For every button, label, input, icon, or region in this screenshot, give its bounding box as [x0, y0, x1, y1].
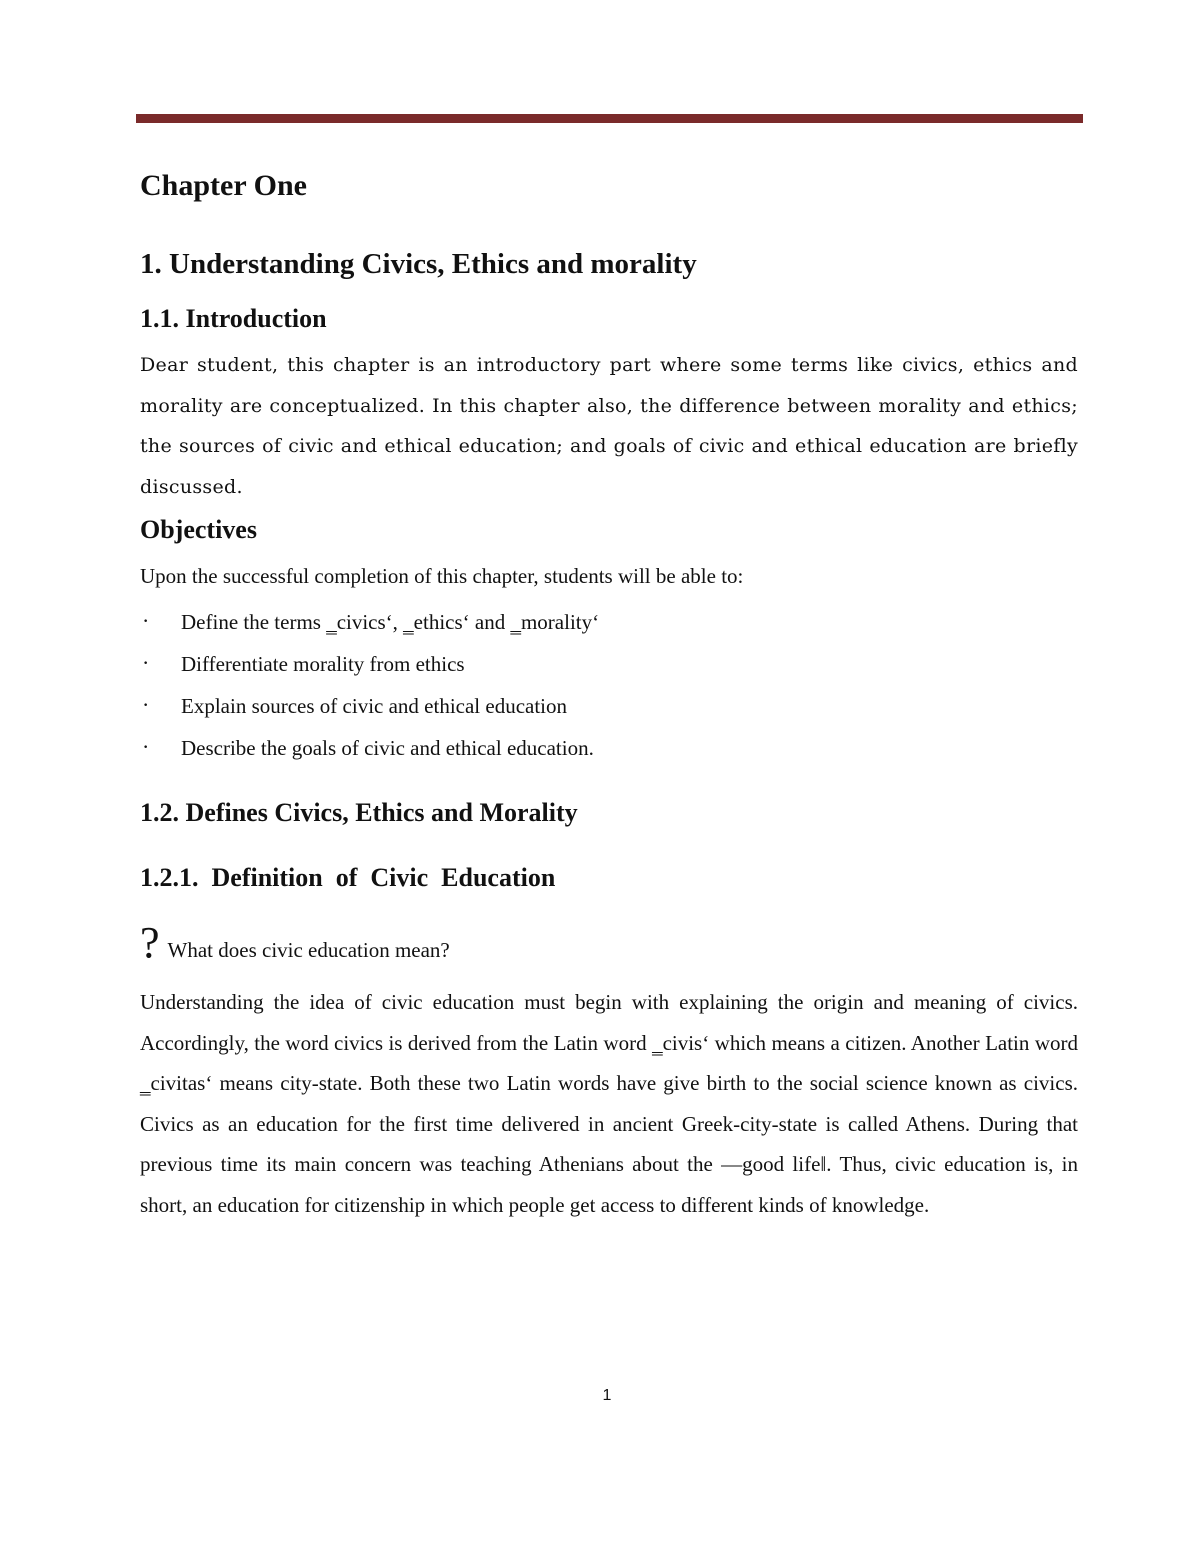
question-row: [140, 918, 450, 968]
list-item: [140, 608, 1040, 650]
objectives-lead: Upon the successful completion of this chapter, students will be able to:: [140, 564, 744, 588]
section-title-text: Understanding Civics, Ethics and morality: [169, 248, 697, 280]
objective-text: Explain sources of civic and ethical education: [181, 694, 568, 718]
chapter-title: Chapter One: [140, 169, 307, 202]
objective-text: Describe the goals of civic and ethical education.: [181, 736, 594, 760]
bullet-icon: ·: [143, 739, 149, 756]
page-number: 1: [602, 1387, 612, 1404]
objectives-heading: Objectives: [140, 515, 257, 544]
bullet-icon: ·: [143, 697, 149, 714]
civic-education-paragraph: Understanding the idea of civic education must begin with explaining the origin and meaning of civics. Accordingly, the word civics is derived from the Latin word ‗civis‘ which means a citizen. Another Latin word ‗civitas‘ means city-state. Both these two Latin words have give birth to the social science known as civics. Civics as an education for the first time delivered in ancient Greek-city-state is called Athens. During that previous time its main concern was teaching Athenians about the ―good life‖. Thus, civic education is, in short, an education for citizenship in which people get access to different kinds of knowledge.: [140, 990, 1078, 1217]
list-item: [140, 734, 1040, 776]
list-item: [140, 692, 1040, 734]
section-1-2-1-heading: 1.2.1. Definition of Civic Education: [140, 863, 556, 892]
section-number: 1.: [140, 248, 162, 280]
introduction-paragraph: Dear student, this chapter is an introductory part where some terms like civics, ethics and morality are conceptualized. In this chapter also, the difference between morality and ethics; the sources of civic and ethical education; and goals of civic and ethical education are briefly discussed.: [140, 354, 1078, 498]
list-item: [140, 650, 1040, 692]
bullet-icon: ·: [143, 655, 149, 672]
question-text: What does civic education mean?: [167, 938, 450, 962]
bullet-icon: ·: [143, 613, 149, 630]
introduction-heading: 1.1. Introduction: [140, 304, 327, 333]
objectives-list: [140, 608, 1040, 776]
section-1-2-heading: 1.2. Defines Civics, Ethics and Morality: [140, 798, 578, 827]
header-rule: [136, 114, 1083, 123]
objective-text: Differentiate morality from ethics: [181, 652, 465, 676]
question-mark-icon: ?: [140, 918, 160, 967]
section-title: [140, 246, 697, 282]
objective-text: Define the terms ‗civics‘, ‗ethics‘ and ‗morality‘: [181, 610, 600, 634]
